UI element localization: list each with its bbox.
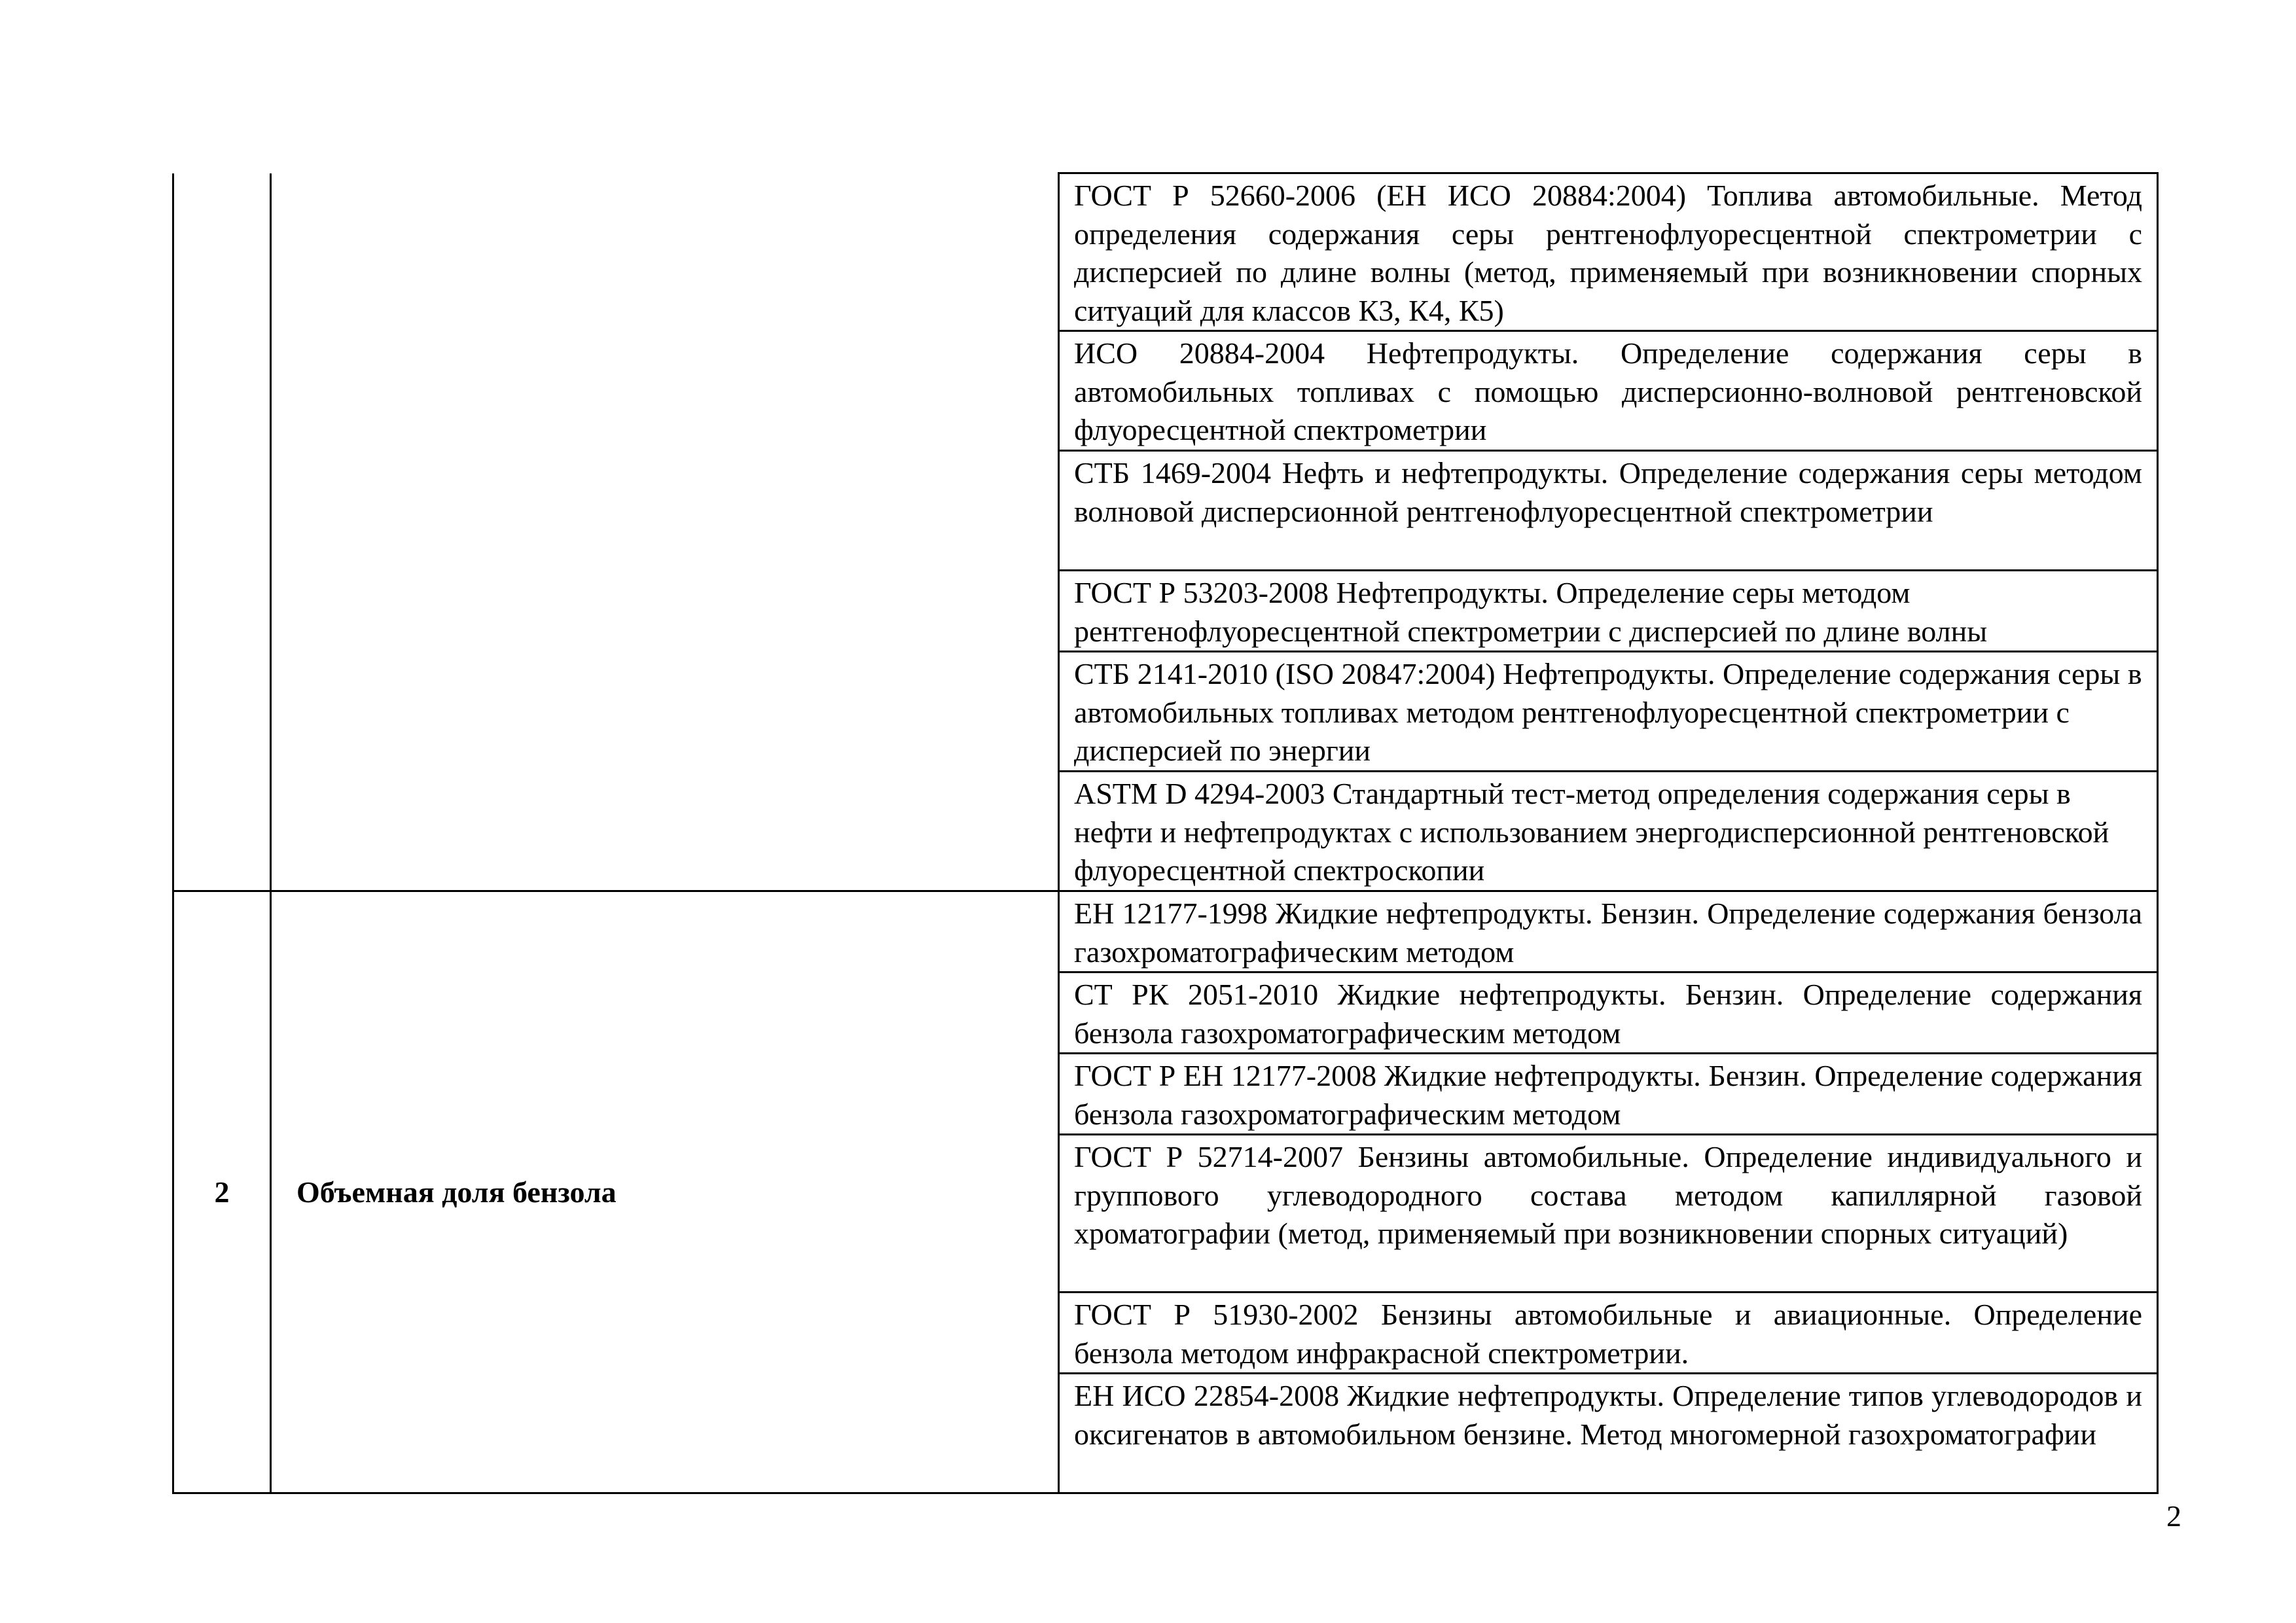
method-entry: ГОСТ Р 52660-2006 (ЕН ИСО 20884:2004) Топлива автомобильные. Метод определения содержания серы рентгенофлуоресцентной спектрометрии с дисперсией по длине волны (метод, применяемый при возникновении спорных ситуаций для классов К3, К4, К5)	[1074, 179, 2142, 327]
method-entry: ГОСТ Р ЕН 12177-2008 Жидкие нефтепродукты. Бензин. Определение содержания бензола газохроматографическим методом	[1060, 1052, 2157, 1133]
methods-cell	[1059, 891, 2158, 1493]
method-entry: СТБ 1469-2004 Нефть и нефтепродукты. Определение содержания серы методом волновой дисперсионной рентгенофлуоресцентной спектрометрии	[1060, 450, 2157, 569]
table-row-section-2	[173, 891, 2158, 1493]
page-number: 2	[2166, 1499, 2181, 1533]
methods-cell	[1059, 173, 2158, 891]
methods-list-section-2	[1060, 892, 2157, 1492]
method-entry: ASTM D 4294-2003 Стандартный тест-метод определения содержания серы в нефти и нефтепродуктах с использованием энергодисперсионной рентгеновской флуоресцентной спектроскопии	[1060, 770, 2157, 890]
method-entry: СТБ 2141-2010 (ISO 20847:2004) Нефтепродукты. Определение содержания серы в автомобильных топливах методом рентгенофлуоресцентной спектрометрии с дисперсией по энергии	[1060, 651, 2157, 770]
method-entry: СТ РК 2051-2010 Жидкие нефтепродукты. Бензин. Определение содержания бензола газохроматографическим методом	[1060, 971, 2157, 1052]
method-entry: ЕН ИСО 22854-2008 Жидкие нефтепродукты. Определение типов углеводородов и оксигенатов в автомобильном бензине. Метод многомерной газохроматографии	[1060, 1372, 2157, 1492]
row-number-cell	[173, 173, 271, 891]
methods-list-section-1	[1060, 174, 2157, 890]
method-entry: ГОСТ Р 51930-2002 Бензины автомобильные и авиационные. Определение бензола методом инфракрасной спектрометрии.	[1060, 1291, 2157, 1372]
standards-table	[172, 172, 2159, 1494]
table-row-section-1	[173, 173, 2158, 891]
method-entry: ГОСТ Р 52714-2007 Бензины автомобильные. Определение индивидуального и группового углеводородного состава методом капиллярной газовой хроматографии (метод, применяемый при возникновении спорных ситуаций)	[1060, 1133, 2157, 1291]
row-number-cell: 2	[173, 891, 271, 1493]
indicator-name-cell	[271, 173, 1059, 891]
method-entry: ИСО 20884-2004 Нефтепродукты. Определение содержания серы в автомобильных топливах с помощью дисперсионно-волновой рентгеновской флуоресцентной спектрометрии	[1060, 330, 2157, 450]
method-entry: ЕН 12177-1998 Жидкие нефтепродукты. Бензин. Определение содержания бензола газохроматографическим методом	[1074, 897, 2142, 969]
indicator-name-cell: Объемная доля бензола	[271, 891, 1059, 1493]
method-entry: ГОСТ Р 53203-2008 Нефтепродукты. Определение серы методом рентгенофлуоресцентной спектрометрии с дисперсией по длине волны	[1060, 569, 2157, 651]
